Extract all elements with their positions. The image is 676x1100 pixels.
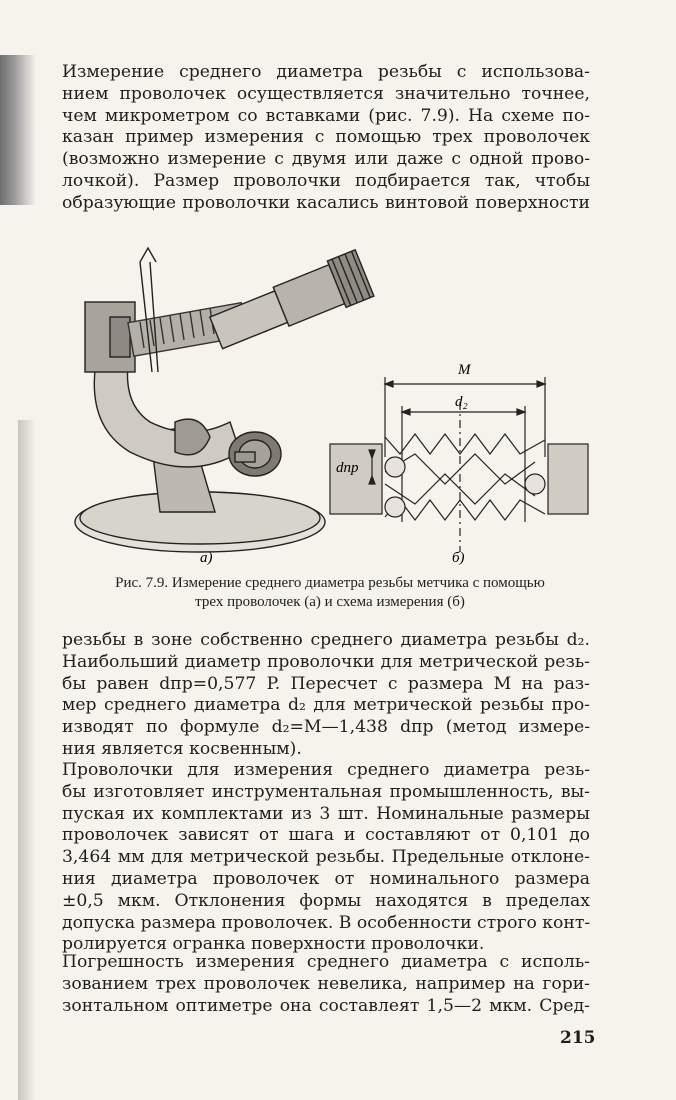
text-line: изводят по формуле d₂=M—1,438 dпр (метод измере- <box>62 717 590 738</box>
text-line: пуская их комплектами из 3 шт. Номинальные размеры <box>62 803 590 824</box>
dimension-label-dpr: dпр <box>336 460 359 476</box>
text-line: допуска размера проволочек. В особенности строго конт- <box>62 912 591 933</box>
text-line: зованием трех проволочек невелика, например на гори- <box>62 973 590 994</box>
paragraph-1 <box>62 630 590 761</box>
text-line: ±0,5 мкм. Отклонения формы находятся в пределах <box>62 890 590 911</box>
text-line: мер среднего диаметра d₂ для метрической резьбы про- <box>62 695 590 716</box>
figure-7-9 <box>40 222 600 574</box>
text-line: Наибольший диаметр проволочки для метрической резь- <box>62 651 590 672</box>
text-line: ролируется огранка поверхности проволочки. <box>62 934 485 955</box>
paragraph-top <box>62 62 590 215</box>
text-line: зонтальном оптиметре она составлеят 1,5—2 мкм. Сред- <box>62 995 590 1016</box>
text-line: проволочек зависят от шага и составляют от 0,101 до <box>62 825 590 846</box>
text-line: ния диаметра проволочек от номинального размера <box>62 868 590 889</box>
dimension-label-d2: d₂ <box>455 394 468 410</box>
figure-label-a: а) <box>200 550 213 566</box>
paragraph-3 <box>62 952 590 1017</box>
text-line: нием проволочек осуществляется значительно точнее, <box>62 83 590 104</box>
text-line: Погрешность измерения среднего диаметра с исполь- <box>62 952 590 972</box>
text-line: Проволочки для измерения среднего диаметра резь- <box>62 760 590 780</box>
text-line: лочкой). Размер проволочки подбирается так, чтобы <box>62 170 590 191</box>
page-number: 215 <box>560 1028 596 1048</box>
dimension-label-m: M <box>458 362 471 378</box>
micrometer-stand-illustration <box>75 248 374 552</box>
text-line: бы изготовляет инструментальная промышленность, вы- <box>62 781 590 802</box>
text-line: 3,464 мм для метрической резьбы. Предельные отклоне- <box>62 847 590 868</box>
text-line: ния является косвенным). <box>62 738 302 759</box>
text-line: бы равен dпр=0,577 P. Пересчет с размера M на раз- <box>62 673 590 694</box>
caption-line: Рис. 7.9. Измерение среднего диаметра резьбы метчика с помощью <box>115 575 545 591</box>
text-line: Измерение среднего диаметра резьбы с использова- <box>62 62 590 82</box>
text-line: чем микрометром со вставками (рис. 7.9). На схеме по- <box>62 105 590 126</box>
text-line: резьбы в зоне собственно среднего диаметра резьбы d₂. <box>62 630 590 650</box>
paragraph-2 <box>62 760 590 956</box>
page-edge-shadow-lower <box>18 420 36 1100</box>
text-line: казан пример измерения с помощью трех проволочек <box>62 127 590 148</box>
figure-label-b: б) <box>452 550 465 566</box>
page-edge-shadow <box>0 55 36 205</box>
figure-caption <box>60 574 600 612</box>
text-line: образующие проволочки касались винтовой поверхности <box>62 192 590 213</box>
text-line: (возможно измерение с двумя или даже с одной прово- <box>62 149 590 170</box>
caption-line: трех проволочек (а) и схема измерения (б) <box>195 594 465 610</box>
